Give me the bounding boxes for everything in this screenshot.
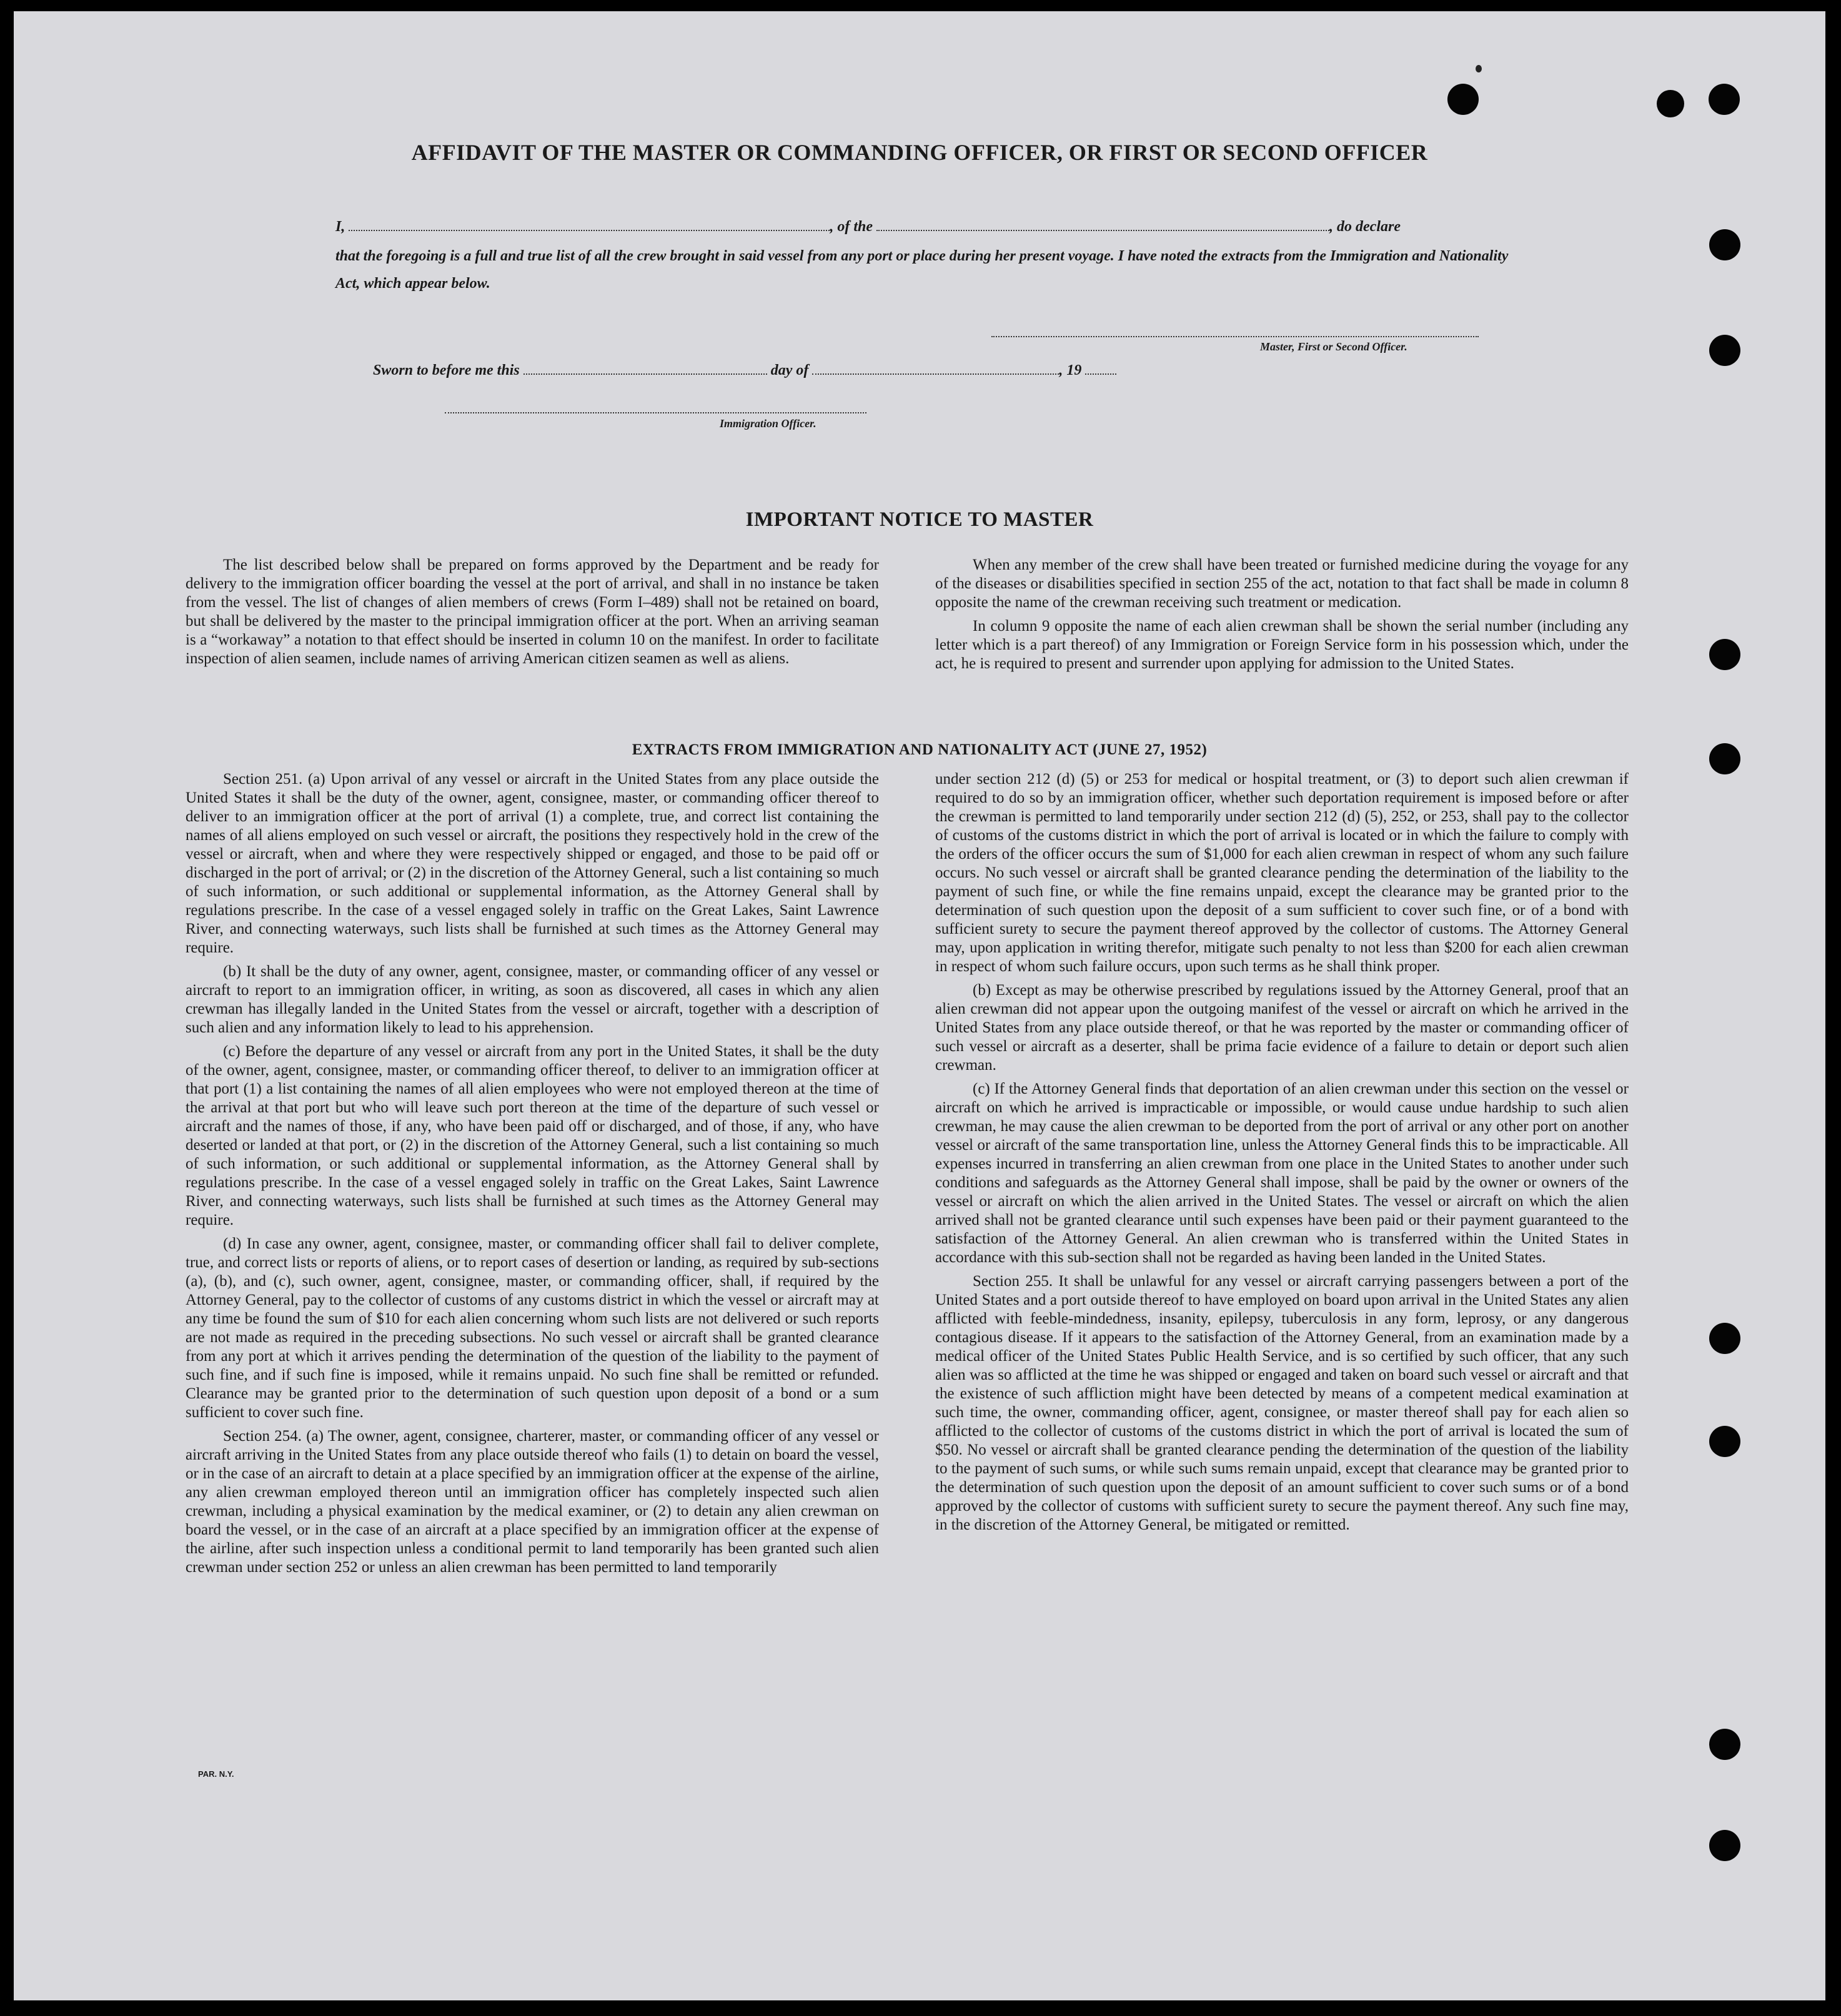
- notice-left-column: [186, 556, 879, 673]
- extract-paragraph: (d) In case any owner, agent, consignee, master, or commanding officer shall fail to deliver complete, true, and correct lists or reports of aliens, or to report cases of desertion or landing, as required by sub-sections (a), (b), and (c), such owner, agent, consignee, master, or commanding officer, shall, if required by the Attorney General, pay to the collector of customs of any customs district in which the vessel or aircraft may at any time be found the sum of $10 for each alien concerning whom such lists are not delivered or such reports are not made as required in the preceding subsections. No such vessel or aircraft shall be granted clearance from any port at which it arrives pending the determination of the question of the liability to the payment of such fine, and if such fine is imposed, while it remains unpaid. No such fine shall be remitted or refunded. Clearance may be granted prior to the determination of such question upon deposit of a bond or a sum sufficient to cover such fine.: [186, 1235, 879, 1421]
- notice-paragraph: The list described below shall be prepared on forms approved by the Department and be ready for delivery to the immigration officer boarding the vessel at the port of arrival, and shall in no instance be taken from the vessel. The list of changes of alien members of crews (Form I–489) shall not be retained on board, but shall be delivered by the master to the principal immigration officer at the port. When an arriving seaman is a “workaway” a notation to that effect should be inserted in column 10 on the manifest. In order to facilitate inspection of alien seamen, include names of arriving American citizen seamen as well as aliens.: [186, 556, 879, 667]
- extract-paragraph: (c) Before the departure of any vessel or aircraft from any port in the United States, it shall be the duty of the owner, agent, consignee, master, or commanding officer thereof, to deliver to an immigration officer at that port (1) a list containing the names of all alien employees who were not employed thereon at the time of the arrival at that port but who will leave such port thereon at the time of the departure of such vessel or aircraft and the names of those, if any, who have been paid off or discharged, and of those, if any, who have deserted or landed at that port, or (2) in the discretion of the Attorney General, such a list containing so much of such information, or such additional or supplemental information, as the Attorney General shall by regulations prescribe. In the case of a vessel engaged solely in traffic on the Great Lakes, Saint Lawrence River, and connecting waterways, such lists shall be furnished at such times as the Attorney General may require.: [186, 1043, 879, 1228]
- immigration-officer-label: Immigration Officer.: [720, 417, 816, 430]
- sworn-prefix: Sworn to before me this: [373, 362, 520, 378]
- sworn-line: [373, 361, 1116, 379]
- master-signature-label: Master, First or Second Officer.: [1260, 340, 1407, 353]
- affidavit-title: AFFIDAVIT OF THE MASTER OR COMMANDING OFFICER, OR FIRST OR SECOND OFFICER: [411, 140, 1428, 165]
- day-of-label: day of: [770, 362, 809, 378]
- declarant-line: [335, 217, 1401, 235]
- ink-speck: [1476, 65, 1482, 72]
- sworn-month-field[interactable]: [812, 361, 1059, 375]
- declaration-text: that the foregoing is a full and true list of all the crew brought in said vessel from any port or place during her present voyage. I have noted the extracts from the Immigration and Nationality Act, which appear below.: [335, 248, 1509, 292]
- punch-hole: [1709, 1729, 1740, 1760]
- master-signature-line[interactable]: [991, 336, 1479, 337]
- do-declare-label: , do declare: [1329, 219, 1401, 235]
- extract-paragraph: (b) Except as may be otherwise prescribed by regulations issued by the Attorney General, proof that an alien crewman did not appear upon the outgoing manifest of the vessel or aircraft on which he arrived in the United States from any place outside thereof, or that he was reported by the master or commanding officer of such vessel or aircraft as a deserter, shall be prima facie evidence of a failure to detain or deport such alien crewman.: [935, 982, 1629, 1074]
- punch-hole: [1709, 639, 1740, 670]
- extract-paragraph: (b) It shall be the duty of any owner, agent, consignee, master, or commanding officer of any vessel or aircraft to report to an immigration officer, in writing, as soon as discovered, all cases in which any alien crewman has illegally landed in the United States from the vessel or aircraft, together with a description of such alien and any information likely to lead to his apprehension.: [186, 963, 879, 1036]
- punch-hole: [1709, 1323, 1740, 1354]
- punch-hole: [1447, 84, 1479, 115]
- notice-paragraph: In column 9 opposite the name of each alien crewman shall be shown the serial number (including any letter which is a part thereof) of any Immigration or Foreign Service form in his possession which, under the act, he is required to present and surrender upon applying for admission to the United States.: [935, 618, 1629, 672]
- vessel-name-field[interactable]: [876, 217, 1329, 231]
- extracts-right-column: [935, 770, 1629, 1539]
- immigration-officer-signature-line[interactable]: [445, 412, 866, 413]
- extract-paragraph: Section 254. (a) The owner, agent, consignee, charterer, master, or commanding officer of any vessel or aircraft arriving in the United States from any place outside thereof who fails (1) to detain on board the vessel, or in the case of an aircraft to detain at a place specified by an immigration officer at the expense of the airline, any alien crewman employed thereon until an immigration officer has completely inspected such alien crewman, including a physical examination by the medical examiner, or (2) to detain any alien crewman on board the vessel, or in the case of an aircraft at a place specified by an immigration officer at the expense of the airline, after such inspection unless a conditional permit to land temporarily has been granted such alien crewman under section 252 or unless an alien crewman has been permitted to land temporarily: [186, 1428, 879, 1576]
- of-the-label: , of the: [830, 219, 873, 235]
- form-page: [14, 11, 1825, 2000]
- declarant-name-field[interactable]: [349, 217, 830, 231]
- sworn-day-field[interactable]: [524, 361, 767, 375]
- declarant-prefix: I,: [335, 219, 345, 235]
- extract-paragraph: Section 255. It shall be unlawful for any vessel or aircraft carrying passengers between a port of the United States and a port outside thereof to have employed on board upon arrival in the United States any alien afflicted with feeble-mindedness, insanity, epilepsy, tuberculosis in any form, leprosy, or any dangerous contagious disease. If it appears to the satisfaction of the Attorney General, from an examination made by a medical officer of the United States Public Health Service, and is so certified by such officer, that any such alien was so afflicted at the time he was shipped or engaged and taken on board such vessel or aircraft and that the existence of such affliction might have been detected by means of a competent medical examination at such time, the owner, commanding officer, agent, consignee, or master thereof shall pay for each alien so afflicted to the collector of customs of the customs district in which the port of arrival is located the sum of $50. No vessel or aircraft shall be granted clearance pending the determination of the question of the liability to the payment of such sums, or while such sums remain unpaid, except that clearance may be granted prior to the determination of such question upon the deposit of an amount sufficient to cover such sums or of a bond approved by the collector of customs with sufficient surety to secure the payment thereof. Any such fine may, in the discretion of the Attorney General, be mitigated or remitted.: [935, 1273, 1629, 1533]
- extract-paragraph: Section 251. (a) Upon arrival of any vessel or aircraft in the United States from any place outside the United States it shall be the duty of the owner, agent, consignee, master, or commanding officer thereof to deliver to an immigration officer at the port of arrival (1) a complete, true, and correct list containing the names of all aliens employed on such vessel or aircraft, the positions they respectively hold in the crew of the vessel or aircraft, when and where they were respectively shipped or engaged, and those to be paid off or discharged in the port of arrival; or (2) in the discretion of the Attorney General, such a list containing so much of such information, or such additional or supplemental information, as the Attorney General shall by regulations prescribe. In the case of a vessel engaged solely in traffic on the Great Lakes, Saint Lawrence River, and connecting waterways, such lists shall be furnished at such times as the Attorney General may require.: [186, 771, 879, 956]
- notice-right-column: [935, 556, 1629, 678]
- extracts-title: EXTRACTS FROM IMMIGRATION AND NATIONALITY ACT (JUNE 27, 1952): [632, 741, 1208, 758]
- punch-hole: [1709, 335, 1740, 366]
- punch-hole: [1709, 1426, 1740, 1457]
- extracts-left-column: [186, 770, 879, 1582]
- notice-title: IMPORTANT NOTICE TO MASTER: [745, 508, 1094, 531]
- printer-mark: PAR. N.Y.: [198, 1769, 234, 1779]
- punch-hole: [1657, 90, 1684, 117]
- punch-hole: [1709, 84, 1740, 115]
- extract-paragraph: (c) If the Attorney General finds that deportation of an alien crewman under this section on the vessel or aircraft on which he arrived is impracticable or impossible, or would cause undue hardship to such alien crewman, he may cause the alien crewman to be deported from the port of arrival or any other port on another vessel or aircraft of the same transportation line, unless the Attorney General finds this to be impracticable. All expenses incurred in transferring an alien crewman from one place in the United States to another under such conditions and safeguards as the Attorney General shall impose, shall be paid by the owner or owners of the vessel or aircraft on which the alien arrived in the United States. The vessel or aircraft on which the alien arrived shall not be granted clearance until such expenses have been paid or their payment guaranteed to the satisfaction of the Attorney General. An alien crewman who is transferred within the United States in accordance with this sub-section shall not be regarded as having been landed in the United States.: [935, 1080, 1629, 1266]
- punch-hole: [1709, 1830, 1740, 1861]
- year-prefix: , 19: [1059, 362, 1082, 378]
- extract-paragraph: under section 212 (d) (5) or 253 for medical or hospital treatment, or (3) to deport such alien crewman if required to do so by an immigration officer, whether such deportation requirement is imposed before or after the crewman is permitted to land temporarily under section 212 (d) (5), 252, or 253, shall pay to the collector of customs of the customs district in which the port of arrival is located or in which the failure to comply with the orders of the officer occurs the sum of $1,000 for each alien crewman in respect of whom any such failure occurs. No such vessel or aircraft shall be granted clearance pending the determination of the liability to the payment of such fine, or while the fine remains unpaid, except the clearance may be granted prior to the determination of such question upon the deposit of a sum sufficient to cover such fine, or of a bond with sufficient surety to secure the payment thereof approved by the collector of customs. The Attorney General may, upon application in writing therefor, mitigate such penalty to not less than $200 for each alien crewman in respect of whom such failure occurs, upon such terms as he shall think proper.: [935, 771, 1629, 975]
- notice-paragraph: When any member of the crew shall have been treated or furnished medicine during the voyage for any of the diseases or disabilities specified in section 255 of the act, notation to that fact shall be made in column 8 opposite the name of the crewman receiving such treatment or medication.: [935, 556, 1629, 611]
- sworn-year-field[interactable]: [1085, 361, 1116, 375]
- punch-hole: [1709, 229, 1740, 260]
